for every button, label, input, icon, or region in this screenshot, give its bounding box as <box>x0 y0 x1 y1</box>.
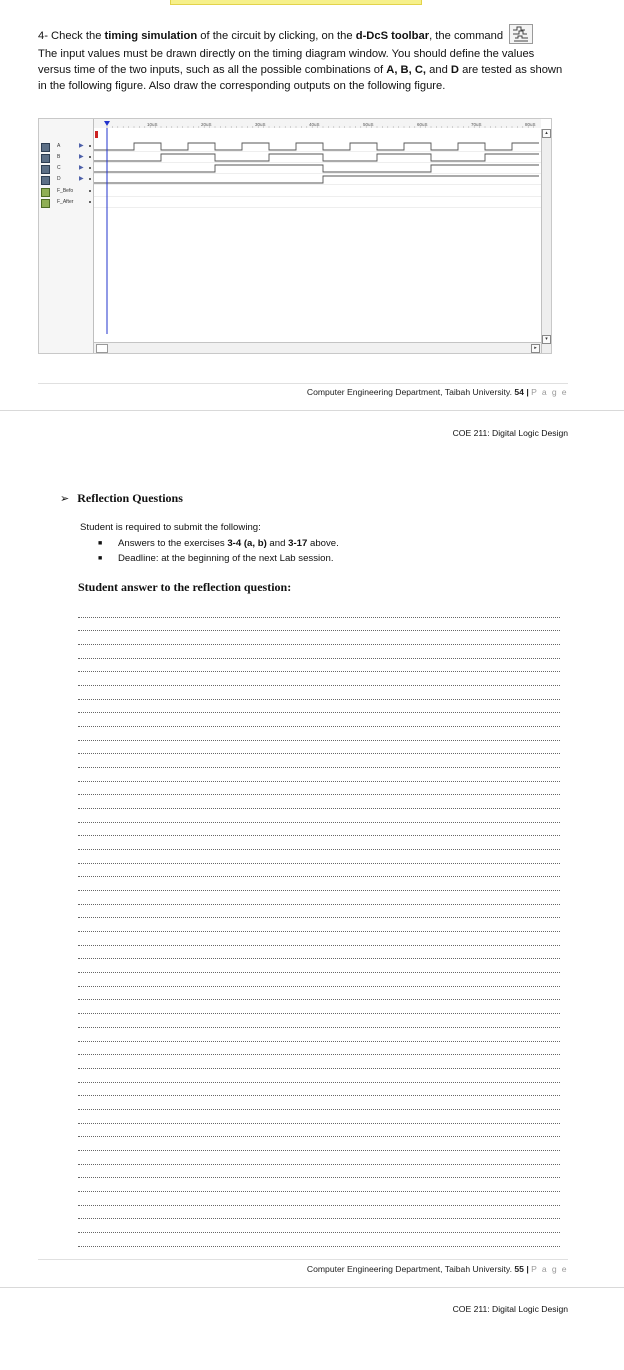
answer-line[interactable] <box>78 1192 560 1206</box>
intro-text: and <box>426 64 451 77</box>
answer-line[interactable] <box>78 1014 560 1028</box>
answer-line[interactable] <box>78 836 560 850</box>
answer-line[interactable] <box>78 946 560 960</box>
answer-line[interactable] <box>78 823 560 837</box>
instruction-paragraph <box>38 26 568 95</box>
intro-bold-d: D <box>450 64 459 77</box>
signal-row-c[interactable] <box>41 163 93 173</box>
answer-line[interactable] <box>78 1233 560 1247</box>
answer-line[interactable] <box>78 1124 560 1138</box>
answer-line[interactable] <box>78 864 560 878</box>
signal-name: F_After <box>57 199 74 205</box>
output-signal-icon <box>41 199 50 208</box>
answer-line[interactable] <box>78 918 560 932</box>
answer-line[interactable] <box>78 727 560 741</box>
input-signal-icon <box>41 154 50 163</box>
signal-name: F_Befo <box>57 188 74 194</box>
page-word: P a g e <box>531 387 568 397</box>
waveforms <box>94 143 539 183</box>
bullet-text: and <box>266 538 289 549</box>
scroll-up-icon[interactable]: ▴ <box>542 129 551 138</box>
answer-lines[interactable] <box>78 604 560 1247</box>
footer-text: Computer Engineering Department, Taibah University. <box>306 1264 515 1274</box>
answer-line[interactable] <box>78 754 560 768</box>
dot-icon <box>89 178 91 180</box>
bullet-text: Answers to the exercises <box>118 538 228 549</box>
answer-line[interactable] <box>78 795 560 809</box>
bullet-text: Deadline: at the beginning of the next Lab session. <box>118 553 334 564</box>
answer-line[interactable] <box>78 1083 560 1097</box>
intro-text: The input values must be drawn directly on the timing diagram window. You should define the values versus time of the two inputs, such as all the possible combinations of <box>38 48 535 77</box>
square-bullet-icon: ■ <box>98 555 103 562</box>
answer-line[interactable] <box>78 1219 560 1233</box>
answer-line[interactable] <box>78 809 560 823</box>
answer-line[interactable] <box>78 741 560 755</box>
list-item <box>98 552 339 567</box>
tick-label: 30uS <box>255 122 266 127</box>
signal-list <box>39 119 94 353</box>
signal-row-a[interactable] <box>41 141 93 151</box>
answer-line[interactable] <box>78 905 560 919</box>
answer-line[interactable] <box>78 1151 560 1165</box>
answer-line[interactable] <box>78 1178 560 1192</box>
page-number: 54 <box>514 387 524 397</box>
intro-bold-timing: timing simulation <box>104 29 198 42</box>
answer-line[interactable] <box>78 1042 560 1056</box>
answer-line[interactable] <box>78 850 560 864</box>
answer-line[interactable] <box>78 891 560 905</box>
list-item <box>98 537 339 552</box>
page-footer-55 <box>307 1264 568 1274</box>
tick-label: 40uS <box>309 122 320 127</box>
input-signal-icon <box>41 165 50 174</box>
tick-label: 80uS <box>525 122 536 127</box>
input-signal-icon <box>41 143 50 152</box>
answer-line[interactable] <box>78 713 560 727</box>
reflection-heading <box>60 491 183 506</box>
intro-bold-abc: A, B, C, <box>386 64 427 77</box>
waveform-canvas[interactable] <box>94 119 541 342</box>
answer-line[interactable] <box>78 672 560 686</box>
arrow-bullet-icon: ➢ <box>60 492 70 505</box>
answer-line[interactable] <box>78 987 560 1001</box>
input-arrow-icon: ▶ <box>79 165 84 171</box>
page-header: COE 211: Digital Logic Design <box>452 1304 568 1314</box>
answer-line[interactable] <box>78 782 560 796</box>
answer-heading: Student answer to the reflection question: <box>78 580 292 594</box>
answer-line[interactable] <box>78 877 560 891</box>
page-divider <box>0 410 624 411</box>
input-signal-icon <box>41 176 50 185</box>
timing-simulation-icon <box>509 24 533 44</box>
answer-line[interactable] <box>78 973 560 987</box>
input-arrow-icon: ▶ <box>79 143 84 149</box>
reflection-title: Reflection Questions <box>77 491 183 505</box>
answer-line[interactable] <box>78 1206 560 1220</box>
intro-bold-toolbar: d-DcS toolbar <box>355 29 430 42</box>
signal-row-b[interactable] <box>41 152 93 162</box>
page-word: P a g e <box>531 1264 568 1274</box>
tick-label: 20uS <box>201 122 212 127</box>
intro-text: are tested as shown in the following figure. Also draw the corresponding outputs on the following figure. <box>38 64 563 93</box>
tick-label: 60uS <box>417 122 428 127</box>
signal-row-f-befo[interactable] <box>41 186 93 196</box>
waveform-a <box>94 143 539 150</box>
tick-label: 10uS <box>147 122 158 127</box>
intro-text: 4- Check the <box>38 29 105 42</box>
square-bullet-icon: ■ <box>98 540 103 547</box>
input-arrow-icon: ▶ <box>79 176 84 182</box>
signal-name: B <box>57 154 61 160</box>
output-signal-icon <box>41 188 50 197</box>
waveform-b <box>94 154 539 161</box>
tick-label: 70uS <box>471 122 482 127</box>
scroll-down-icon[interactable]: ▾ <box>542 335 551 344</box>
answer-line[interactable] <box>78 1055 560 1069</box>
footer-separator: | <box>526 387 529 397</box>
waveform-c <box>94 165 539 172</box>
answer-line[interactable] <box>78 659 560 673</box>
footer-rule <box>38 383 568 384</box>
signal-row-d[interactable] <box>41 174 93 184</box>
highlight-bar <box>170 0 422 5</box>
signal-name: A <box>57 143 61 149</box>
intro-text: , the command <box>429 29 507 42</box>
dot-icon <box>89 156 91 158</box>
bullet-bold: 3-17 <box>288 538 308 549</box>
dot-icon <box>89 145 91 147</box>
scroll-thumb[interactable] <box>96 344 108 353</box>
start-marker-icon <box>95 131 98 138</box>
answer-line[interactable] <box>78 618 560 632</box>
answer-line[interactable] <box>78 1137 560 1151</box>
answer-line[interactable] <box>78 700 560 714</box>
page-footer-54 <box>307 387 568 397</box>
vertical-scrollbar[interactable] <box>541 129 551 353</box>
page-header: COE 211: Digital Logic Design <box>452 428 568 438</box>
signal-name: D <box>57 176 61 182</box>
footer-separator: | <box>526 1264 529 1274</box>
answer-line[interactable] <box>78 604 560 618</box>
requirement-text: Student is required to submit the following: <box>80 522 261 533</box>
answer-line[interactable] <box>78 1165 560 1179</box>
timing-diagram-window <box>38 118 552 354</box>
dot-icon <box>89 167 91 169</box>
dot-icon <box>89 201 91 203</box>
answer-line[interactable] <box>78 1028 560 1042</box>
answer-line[interactable] <box>78 645 560 659</box>
answer-line[interactable] <box>78 932 560 946</box>
tick-label: 50uS <box>363 122 374 127</box>
intro-text: of the circuit by clicking, on the <box>197 29 356 42</box>
scroll-right-icon[interactable]: ▸ <box>531 344 540 353</box>
answer-line[interactable] <box>78 631 560 645</box>
bullet-bold: 3-4 (a, b) <box>227 538 267 549</box>
input-arrow-icon: ▶ <box>79 154 84 160</box>
answer-line[interactable] <box>78 1000 560 1014</box>
waveform-d <box>94 176 539 183</box>
answer-line[interactable] <box>78 768 560 782</box>
bullet-text: above. <box>307 538 339 549</box>
dot-icon <box>89 190 91 192</box>
answer-line[interactable] <box>78 959 560 973</box>
requirement-list <box>98 537 339 567</box>
answer-line[interactable] <box>78 686 560 700</box>
answer-line[interactable] <box>78 1069 560 1083</box>
footer-text: Computer Engineering Department, Taibah University. <box>306 387 515 397</box>
footer-rule <box>38 1259 568 1260</box>
answer-line[interactable] <box>78 1096 560 1110</box>
answer-line[interactable] <box>78 1110 560 1124</box>
signal-row-f-after[interactable] <box>41 197 93 207</box>
page-divider <box>0 1287 624 1288</box>
page-number: 55 <box>514 1264 524 1274</box>
horizontal-scrollbar[interactable] <box>94 342 541 353</box>
signal-name: C <box>57 165 61 171</box>
